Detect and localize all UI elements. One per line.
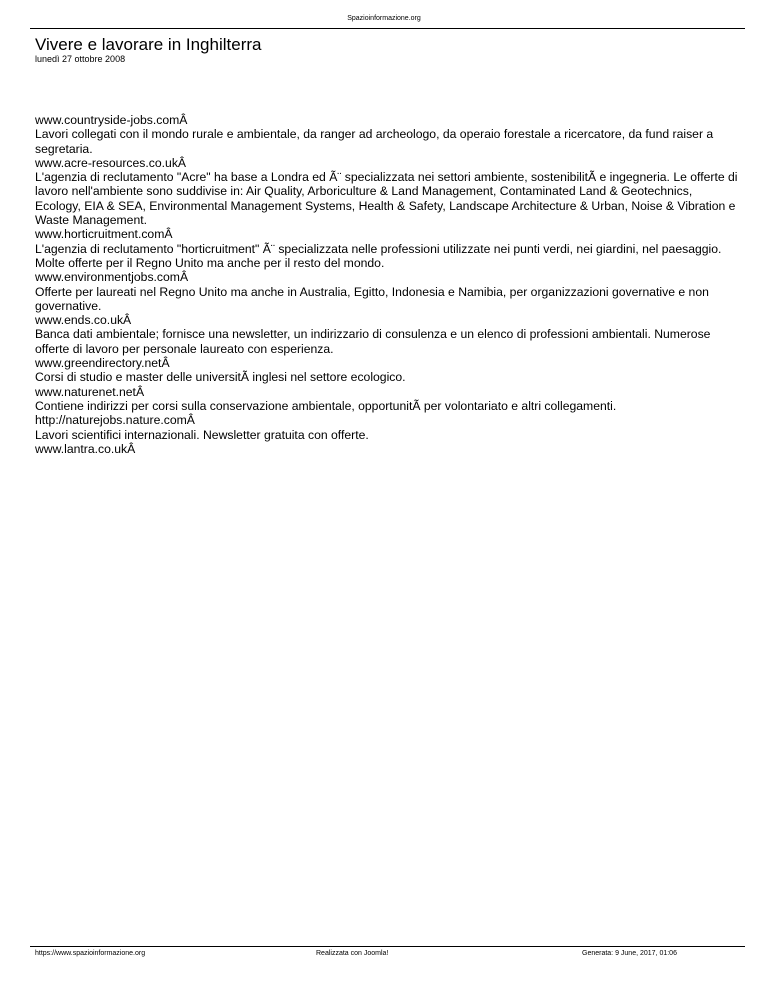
description-environmentjobs: Offerte per laureati nel Regno Unito ma anche in Australia, Egitto, Indonesia e Namibia, per organizzazioni governative e non governative.: [35, 284, 709, 313]
article-body: [35, 113, 741, 456]
footer-generated-date: Generata: 9 June, 2017, 01:06: [582, 950, 677, 957]
description-naturenet: Contiene indirizzi per corsi sulla conservazione ambientale, opportunitÃ per volontariato e altri collegamenti.: [35, 398, 617, 413]
link-acre-resources: www.acre-resources.co.ukÂ: [35, 155, 187, 170]
page-title: Vivere e lavorare in Inghilterra: [35, 35, 262, 54]
link-lantra: www.lantra.co.ukÂ: [35, 441, 136, 456]
article-date: lunedì 27 ottobre 2008: [35, 54, 126, 64]
description-horticruitment: L'agenzia di reclutamento "horticruitment" Ã¨ specializzata nelle professioni utilizzate nei punti verdi, nei giardini, nel paesaggio. Molte offerte per il Regno Unito ma anche per il resto del mondo.: [35, 241, 722, 270]
link-environmentjobs: www.environmentjobs.comÂ: [35, 270, 189, 285]
description-ends: Banca dati ambientale; fornisce una newsletter, un indirizzario di consulenza e un elenco di professioni ambientali. Numerose offerte di lavoro per personale laureato con esperienza.: [35, 327, 711, 356]
link-countryside-jobs: www.countryside-jobs.comÂ: [35, 113, 188, 127]
link-naturenet: www.naturenet.netÂ: [35, 384, 145, 399]
site-name-header: Spazioinformazione.org: [347, 15, 421, 22]
link-ends: www.ends.co.ukÂ: [35, 313, 132, 328]
footer-credit: Realizzata con Joomla!: [316, 950, 389, 957]
description-countryside-jobs: Lavori collegati con il mondo rurale e ambientale, da ranger ad archeologo, da operaio forestale a ricercatore, da fund raiser a segretaria.: [35, 127, 714, 156]
link-naturejobs: http://naturejobs.nature.comÂ: [35, 413, 195, 428]
footer-divider: [30, 946, 745, 947]
header-divider: [30, 28, 745, 29]
description-naturejobs: Lavori scientifici internazionali. Newsletter gratuita con offerte.: [35, 427, 369, 442]
footer-url: https://www.spazioinformazione.org: [35, 950, 146, 957]
description-acre-resources: L'agenzia di reclutamento "Acre" ha base a Londra ed Ã¨ specializzata nei settori ambiente, sostenibilitÃ e ingegneria. Le offerte di lavoro nell'ambiente sono suddivise in: Air Quality, Arboriculture & Land Management, Contaminated Land & Geotechnics, Ecology, EIA & SEA, Environmental Management Systems, Health & Safety, Landscape Architecture & Urban, Noise & Vibration e Waste Management.: [35, 170, 738, 228]
description-greendirectory: Corsi di studio e master delle universitÃ inglesi nel settore ecologico.: [35, 370, 406, 385]
link-greendirectory: www.greendirectory.netÂ: [35, 356, 170, 371]
link-horticruitment: www.horticruitment.comÂ: [35, 227, 173, 242]
